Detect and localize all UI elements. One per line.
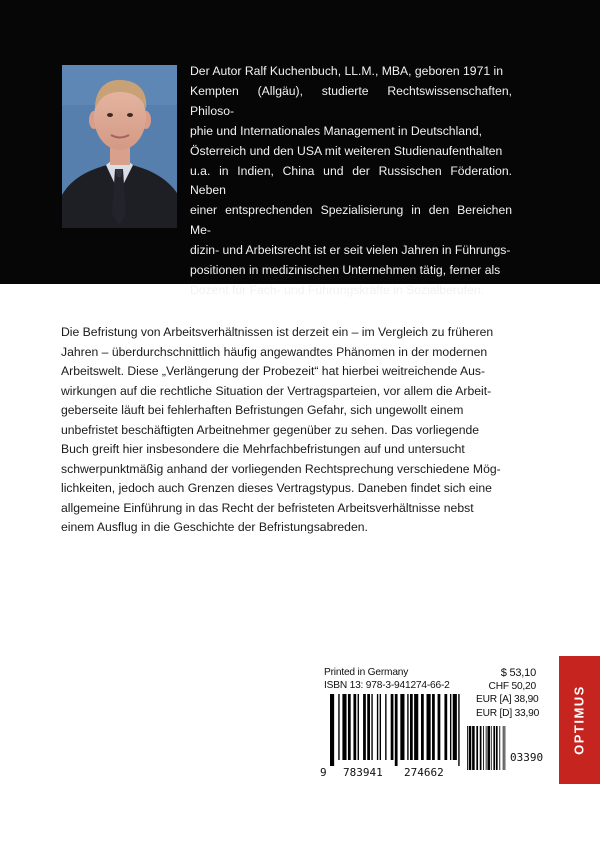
bio-line: Der Autor Ralf Kuchenbuch, LL.M., MBA, geboren 1971 in <box>190 64 503 78</box>
author-bio <box>190 62 512 301</box>
barcode-digits-right: 274662 <box>404 766 444 779</box>
description-line: wirkungen auf die rechtliche Situation der Vertragsparteien, vor allem die Arbeit- <box>61 383 492 398</box>
description-line: schwerpunktmäßig anhand der vorliegenden Rechtsprechung verschiedene Mög- <box>61 461 501 476</box>
bio-line: positionen in medizinischen Unternehmen tätig, ferner als <box>190 263 501 278</box>
bio-line: Kempten (Allgäu), studierte Rechtswissenschaften, Philoso- <box>190 83 512 118</box>
price-chf: CHF 50,20 <box>488 681 536 693</box>
description-line: lichkeiten, jedoch auch Grenzen dieses Vertragstypus. Daneben findet sich eine <box>61 481 492 495</box>
description-line: allgemeine Einführung in das Recht der befristeten Arbeitsverhältnisse nebst <box>61 500 474 515</box>
description-line: Arbeitswelt. Diese „Verlängerung der Probezeit“ hat hierbei weitreichende Aus- <box>61 364 486 378</box>
author-portrait-image <box>62 65 177 228</box>
description-line: geberseite läuft bei fehlerhaften Befristungen Gefahr, sich ungewollt einem <box>61 403 464 417</box>
printed-in-label: Printed in Germany <box>324 667 409 678</box>
barcode-lead-digit: 9 <box>320 766 327 779</box>
description-line: unbefristet beschäftigten Arbeitnehmer gegenüber zu sehen. Das vorliegende <box>61 422 480 437</box>
book-description <box>61 323 541 538</box>
author-photo <box>62 65 177 228</box>
description-line-last: einem Ausflug in die Geschichte der Befristungsabreden. <box>61 520 368 534</box>
bio-line: phie und Internationales Management in Deutschland, <box>190 123 483 138</box>
bio-line: dizin- und Arbeitsrecht ist er seit vielen Jahren in Führungs- <box>190 243 511 258</box>
isbn-label: ISBN 13: 978-3-941274-66-2 <box>324 680 450 691</box>
description-line: Buch greift hier insbesondere die Mehrfachbefristungen auf und untersucht <box>61 442 465 456</box>
price-usd: $ 53,10 <box>500 667 536 679</box>
description-line: Die Befristung von Arbeitsverhältnissen ist derzeit ein – im Vergleich zu früheren <box>61 325 494 339</box>
bio-line: Österreich und den USA mit weiteren Studienaufenthalten <box>190 143 503 158</box>
price-list <box>476 667 540 720</box>
isbn-barcode <box>330 694 461 766</box>
price-addon-barcode <box>467 726 507 770</box>
barcode-digits-left: 783941 <box>343 766 383 779</box>
bio-line: einer entsprechenden Spezialisierung in den Bereichen Me- <box>190 203 512 238</box>
addon-digits: 03390 <box>510 751 544 764</box>
publisher-logo: OPTIMUS <box>571 685 587 755</box>
description-line: Jahren – überdurchschnittlich häufig angewandtes Phänomen in der modernen <box>61 344 488 359</box>
price-eur-de: EUR [D] 33,90 <box>476 707 540 719</box>
bio-line: u.a. in Indien, China und der Russischen Föderation. Neben <box>190 163 512 198</box>
price-eur-at: EUR [A] 38,90 <box>476 694 539 706</box>
bio-line-last: Dozent für Fach- und Führungskräfte in Sozialberufen. <box>190 282 485 297</box>
